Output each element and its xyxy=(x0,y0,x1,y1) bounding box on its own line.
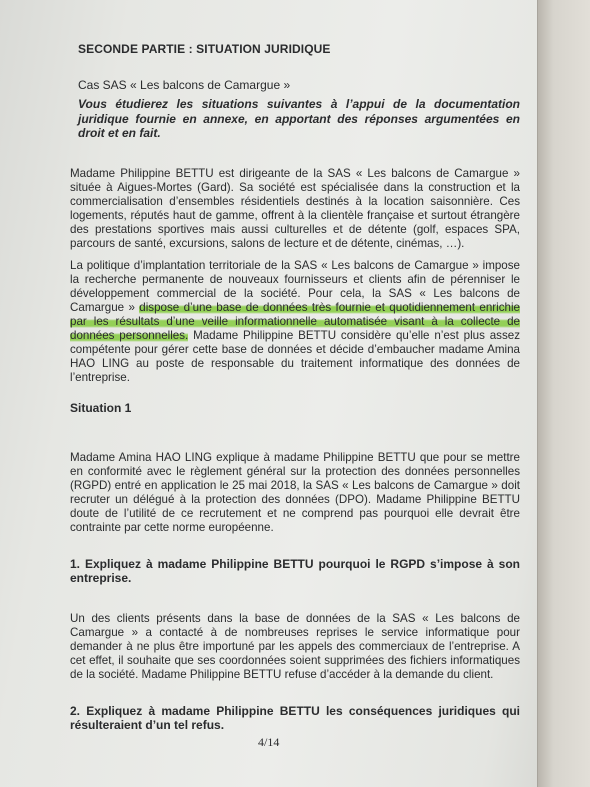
question-1: 1. Expliquez à madame Philippine BETTU pourquoi le RGPD s’impose à son entreprise. xyxy=(70,556,520,585)
paragraph-policy-start: La politique d’implantation territoriale de la SAS « Les balcons de Camargue » impose la recherche permanente de nouveaux fournisseurs et clients afin de pérenniser le développement commercial de la société. Pour cela, la SAS « Les balcons de Camargue » xyxy=(70,258,520,314)
instructions: Vous étudierez les situations suivantes à l’appui de la documentation juridique fournie en annexe, en apportant des réponses argumentées en droit et en fait. xyxy=(78,97,520,140)
question-2: 2. Expliquez à madame Philippine BETTU les conséquences juridiques qui résulteraient d’un tel refus. xyxy=(70,703,520,732)
paragraph-company-description: Madame Philippine BETTU est dirigeante de la SAS « Les balcons de Camargue » située à Aigues-Mortes (Gard). Sa société est spécialisée dans la construction et la commercialisation d’ensembles résidentiels destinés à la location saisonnière. Ces logements, réputés haut de gamme, offrent à la clientèle française et surtout étrangère des prestations sportives mais aussi culturelles et de détente (golf, espaces SPA, parcours de santé, excursions, salons de lecture et de détente, cinémas, …). xyxy=(70,166,520,250)
page-number: 4/14 xyxy=(258,735,280,749)
part-title: SECONDE PARTIE : SITUATION JURIDIQUE xyxy=(78,42,331,56)
case-title: Cas SAS « Les balcons de Camargue » xyxy=(78,78,291,92)
page-content xyxy=(58,42,520,759)
situation-title: Situation 1 xyxy=(70,400,132,415)
highlighted-text: dispose d’une base de données très fournie et quotidiennement enrichie par les résultats d’une veille informationnelle automatisée visant à la collecte de données personnelles. xyxy=(70,300,520,342)
paragraph-situation-1: Madame Amina HAO LING explique à madame Philippine BETTU que pour se mettre en conformité avec le règlement général sur la protection des données personnelles (RGPD) entré en application le 25 mai 2018, la SAS « Les balcons de Camargue » doit recruter un délégué à la protection des données (DPO). Madame Philippine BETTU doute de l’utilité de ce recrutement et ne comprend pas pourquoi elle devrait être contrainte par cette norme européenne. xyxy=(70,450,520,534)
adjacent-page-edge xyxy=(537,0,590,787)
paragraph-policy-end: Madame Philippine BETTU considère qu’elle n’est plus assez compétente pour gérer cette base de données et décide d’embaucher madame Amina HAO LING au poste de responsable du traitement informatique des données de l’entreprise. xyxy=(70,328,520,384)
paragraph-company-policy xyxy=(70,259,520,385)
paragraph-client-request: Un des clients présents dans la base de données de la SAS « Les balcons de Camargue » a contacté à de nombreuses reprises le service informatique pour demander à ne plus être importuné par les appels des commerciaux de l’entreprise. A cet effet, il souhaite que ses coordonnées soient supprimées des fichiers informatiques de la société. Madame Philippine BETTU refuse d’accéder à la demande du client. xyxy=(70,611,520,681)
